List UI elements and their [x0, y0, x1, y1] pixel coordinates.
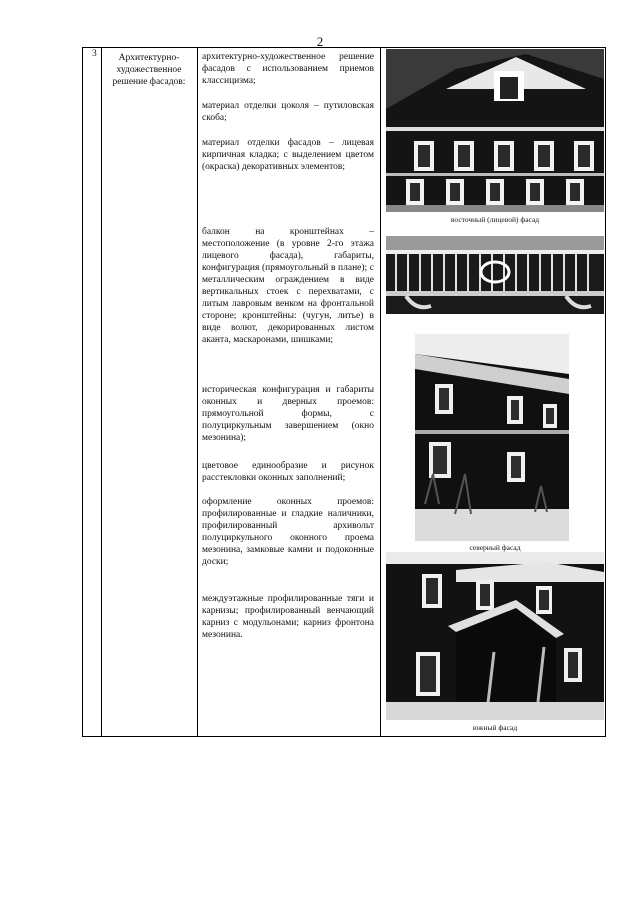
east-facade-photo [386, 49, 604, 212]
column-divider [101, 48, 102, 736]
north-facade-photo [415, 334, 569, 541]
row-number: 3 [92, 49, 97, 59]
description-text: историческая конфигурация и габариты оконных и дверных проемов: прямоугольной формы, с полуциркульным завершением (окно мезонина); [202, 385, 374, 443]
south-facade-photo [386, 552, 604, 720]
description-paragraph [202, 51, 374, 87]
description-text: материал отделки фасадов – лицевая кирпичная кладка; с выделением цветом (окраска) декоративных элементов; [202, 138, 374, 172]
description-paragraph [202, 137, 374, 173]
column-divider [380, 48, 381, 736]
description-paragraph [202, 226, 374, 346]
balcony-photo [386, 236, 604, 314]
description-text: междуэтажные профилированные тяги и карнизы; профилированный венчающий карниз с модульонами; карниз фронтона мезонина. [202, 594, 374, 640]
description-paragraph [202, 460, 374, 484]
page-number: 2 [316, 34, 324, 49]
south-facade-caption: южный фасад [472, 723, 518, 732]
description-paragraph [202, 593, 374, 641]
description-paragraph [202, 496, 374, 568]
row-title: Архитектурно-художественное решение фасадов: [112, 53, 186, 87]
east-facade-caption: восточный (лицевой) фасад [450, 215, 540, 224]
column-divider [197, 48, 198, 736]
description-paragraph [202, 100, 374, 124]
description-paragraph [202, 384, 374, 444]
north-facade-caption: северный фасад [469, 543, 521, 552]
description-text: материал отделки цоколя – путиловская скоба; [202, 101, 374, 123]
description-text: оформление оконных проемов: профилированные и гладкие наличники, профилированный архивольт полуциркульного оконного проема мезонина, замковые камни и подоконные доски; [202, 497, 374, 567]
description-text: архитектурно-художественное решение фасадов с использованием приемов классицизма; [202, 52, 374, 86]
description-text: балкон на кронштейнах – местоположение (в уровне 2-го этажа лицевого фасада), габариты, конфигурация (прямоугольный в плане); с металлическим ограждением в виде вертикальных стоек с перехватами, с литым лавровым венком на фронтальной стороне; кронштейны: (чугун, литье) в виде волют, декорированных листом аканта, маскаронами, шишками; [202, 227, 374, 345]
description-text: цветовое единообразие и рисунок расстекловки оконных заполнений; [202, 461, 374, 483]
